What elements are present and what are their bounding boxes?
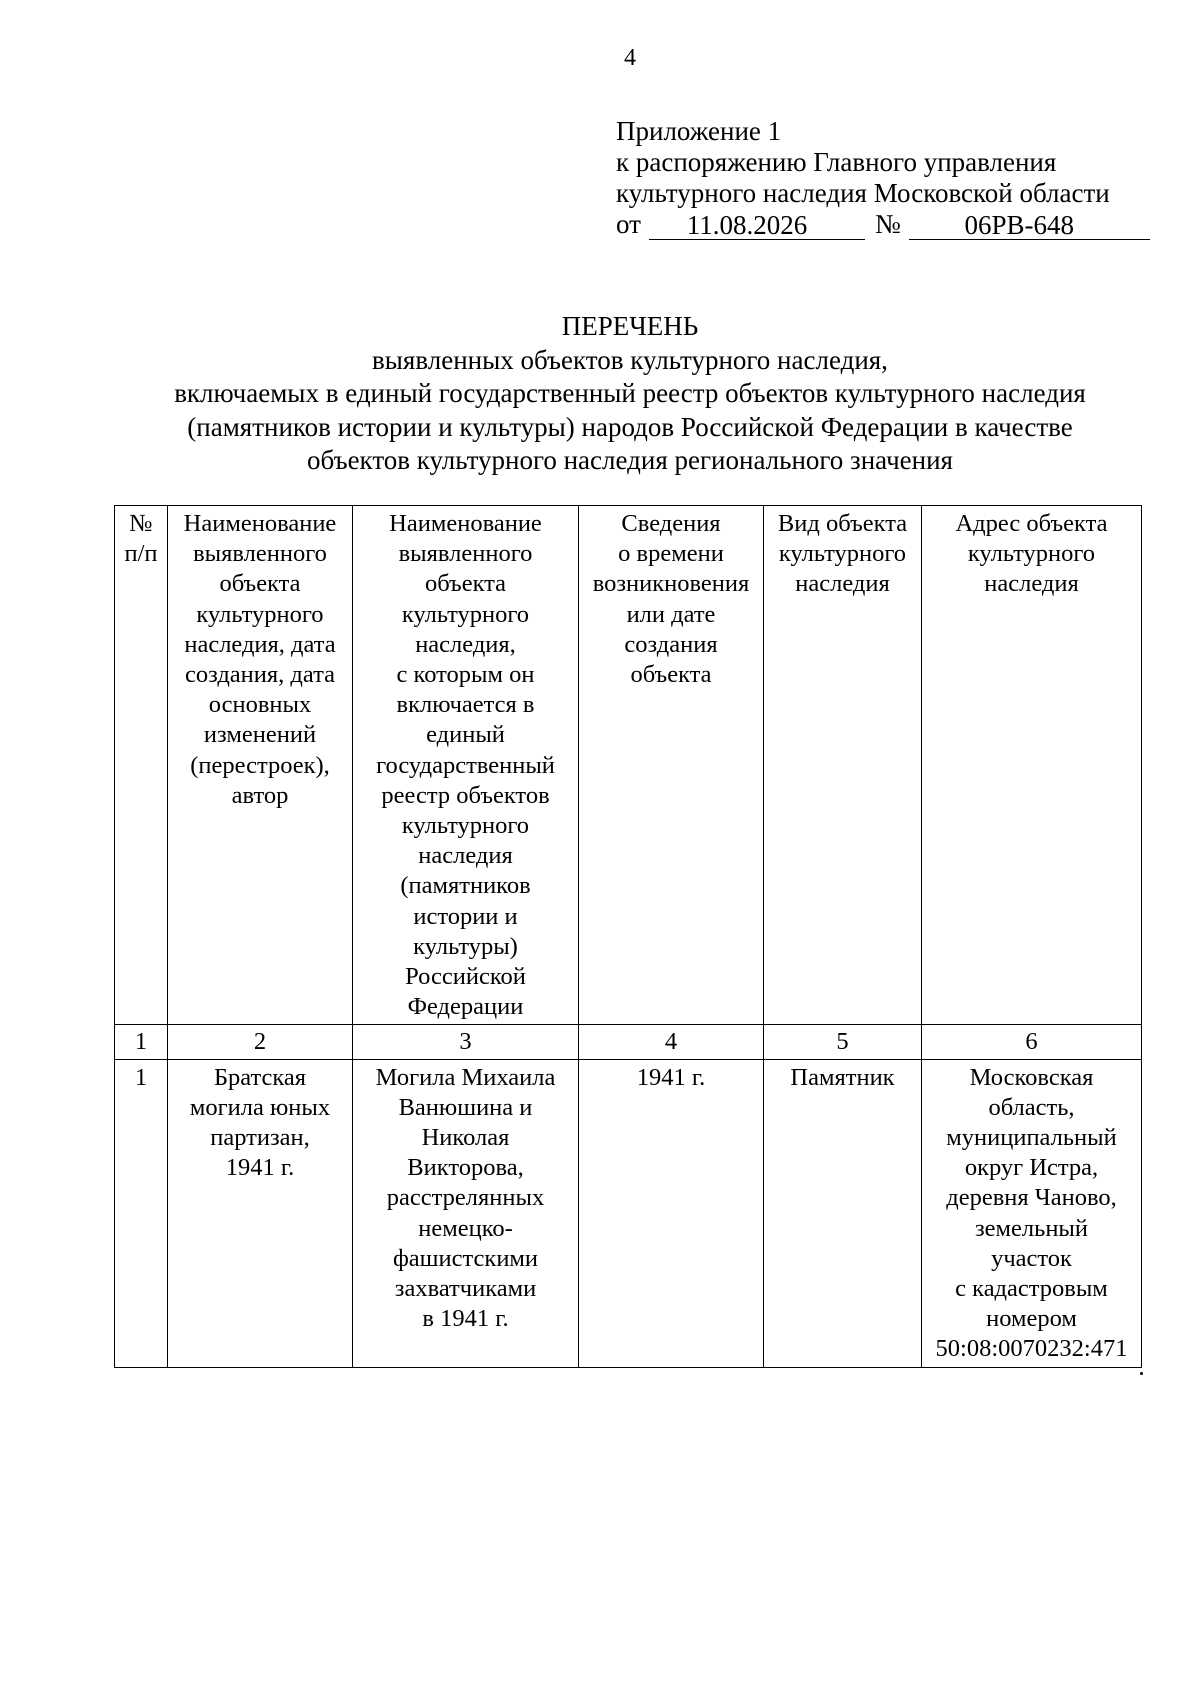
title-line-3: (памятников истории и культуры) народов Российской Федерации в качестве xyxy=(187,411,1073,442)
page-number: 4 xyxy=(624,45,636,71)
title-heading: ПЕРЕЧЕНЬ xyxy=(561,311,699,341)
date-value: 11.08.2026 xyxy=(686,210,808,240)
title-line-1: выявленных объектов культурного наследия, xyxy=(372,344,888,375)
cell-creation-date: 1941 г. xyxy=(579,1059,764,1367)
table-row xyxy=(115,1059,1142,1367)
title-line-2: включаемых в единый государственный реестр объектов культурного наследия xyxy=(174,378,1086,408)
appendix-title: Приложение 1 xyxy=(616,116,782,146)
column-number: 2 xyxy=(168,1025,353,1059)
cell-object-type: Памятник xyxy=(764,1059,922,1367)
cell-register-name: Могила Михаила Ванюшина и Николая Викторова, расстрелянных немецко- фашистскими захватчиками в 1941 г. xyxy=(353,1059,579,1367)
column-number: 4 xyxy=(579,1025,764,1059)
appendix-line-authority: культурного наследия Московской области xyxy=(616,178,1110,208)
column-number-row xyxy=(115,1025,1142,1059)
column-number: 1 xyxy=(115,1025,168,1059)
column-number: 3 xyxy=(353,1025,579,1059)
date-field xyxy=(649,211,865,240)
number-value: 06РВ-648 xyxy=(964,210,1074,240)
cell-object-name: Братская могила юных партизан, 1941 г. xyxy=(168,1059,353,1367)
from-label: от xyxy=(616,209,641,239)
appendix-line-order: к распоряжению Главного управления xyxy=(616,147,1057,177)
cell-row-number: 1 xyxy=(115,1059,168,1367)
column-number: 5 xyxy=(764,1025,922,1059)
appendix-header xyxy=(616,116,1150,240)
cell-address: Московская область, муниципальный округ Истра, деревня Чаново, земельный участок с кадастровым номером 50:08:0070232:471 xyxy=(922,1059,1142,1367)
document-title xyxy=(100,310,1160,478)
heritage-objects-table xyxy=(114,505,1142,1368)
number-label: № xyxy=(874,209,901,239)
header-cell-register-name: Наименование выявленного объекта культурного наследия, с которым он включается в единый государственный реестр объектов культурного наследия (памятников истории и культуры) Российской Федерации xyxy=(353,506,579,1025)
header-cell-creation-date: Сведения о времени возникновения или дате создания объекта xyxy=(579,506,764,1025)
header-cell-object-name: Наименование выявленного объекта культурного наследия, дата создания, дата основных изменений (перестроек), автор xyxy=(168,506,353,1025)
header-cell-number: № п/п xyxy=(115,506,168,1025)
title-line-4: объектов культурного наследия регионального значения xyxy=(307,445,953,475)
number-field xyxy=(909,211,1150,240)
column-number: 6 xyxy=(922,1025,1142,1059)
table-header-row xyxy=(115,506,1142,1025)
trailing-dot xyxy=(1140,1372,1143,1375)
appendix-date-number-line xyxy=(616,209,1150,240)
header-cell-object-type: Вид объекта культурного наследия xyxy=(764,506,922,1025)
header-cell-address: Адрес объекта культурного наследия xyxy=(922,506,1142,1025)
